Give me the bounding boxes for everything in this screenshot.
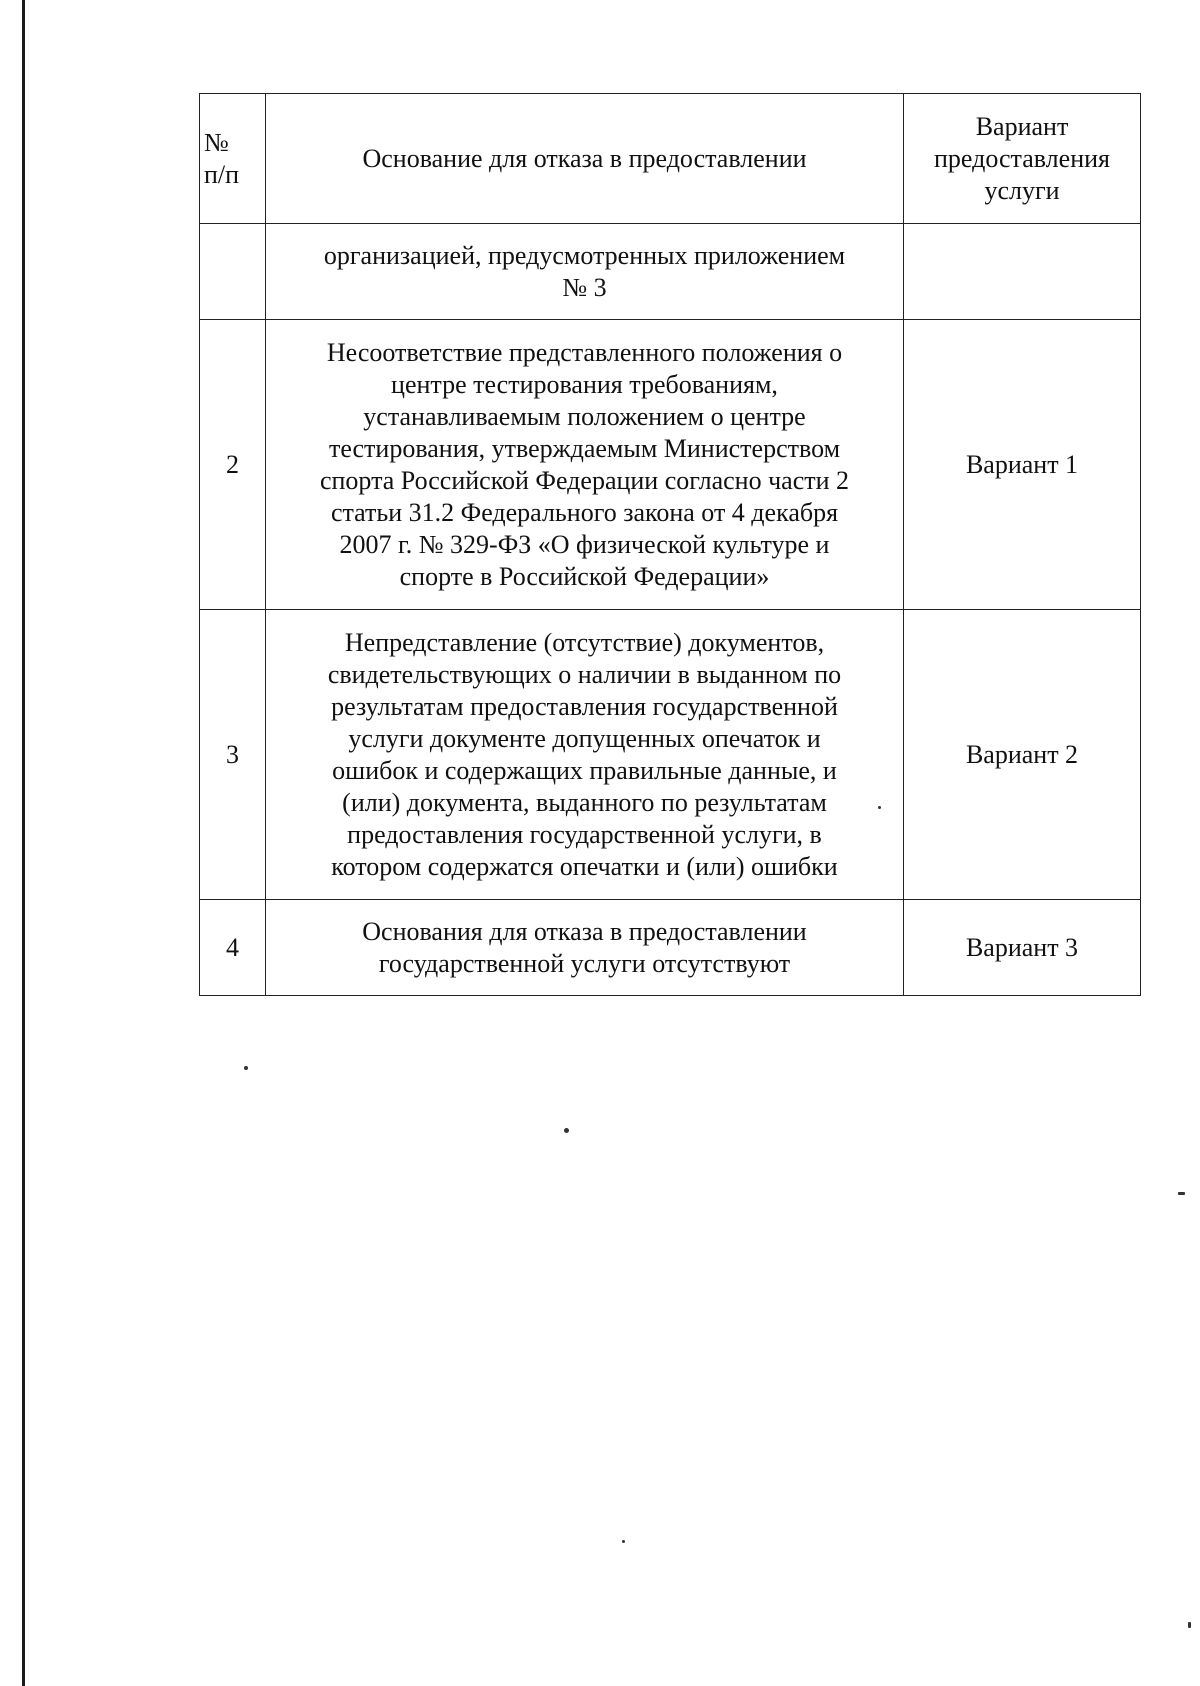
row-reason: Основания для отказа в предоставлении государственной услуги отсутствуют: [266, 900, 904, 996]
row-number: 2: [200, 320, 266, 610]
row-reason: организацией, предусмотренных приложением № 3: [266, 224, 904, 320]
scan-edge-line: [22, 0, 25, 1686]
row-variant: Вариант 3: [904, 900, 1141, 996]
row-number: 3: [200, 610, 266, 900]
scan-speck: [1188, 1622, 1191, 1628]
table-row: [200, 610, 1141, 900]
row-number: 4: [200, 900, 266, 996]
header-reason: Основание для отказа в предоставлении: [266, 94, 904, 224]
header-number: № п/п: [200, 94, 266, 224]
scan-speck: [564, 1128, 569, 1133]
table-row: [200, 320, 1141, 610]
scan-speck: [1178, 1192, 1185, 1195]
table-row: [200, 900, 1141, 996]
table-row: [200, 224, 1141, 320]
row-variant: Вариант 2: [904, 610, 1141, 900]
row-variant: [904, 224, 1141, 320]
row-reason: Несоответствие представленного положения о центре тестирования требованиям, устанавливаемым положением о центре тестирования, утверждаемым Министерством спорта Российской Федерации согласно части 2 статьи 31.2 Федерального закона от 4 декабря 2007 г. № 329-ФЗ «О физической культуре и спорте в Российской Федерации»: [266, 320, 904, 610]
row-reason: Непредставление (отсутствие) документов, свидетельствующих о наличии в выданном по результатам предоставления государственной услуги документе допущенных опечаток и ошибок и содержащих правильные данные, и (или) документа, выданного по результатам предоставления государственной услуги, в котором содержатся опечатки и (или) ошибки: [266, 610, 904, 900]
refusal-grounds-table: [199, 93, 1141, 996]
table-header-row: [200, 94, 1141, 224]
scan-speck: [244, 1066, 248, 1070]
row-variant: Вариант 1: [904, 320, 1141, 610]
scan-speck: [878, 806, 881, 809]
row-number: [200, 224, 266, 320]
scan-speck: [622, 1540, 625, 1543]
header-variant: Вариант предоставления услуги: [904, 94, 1141, 224]
